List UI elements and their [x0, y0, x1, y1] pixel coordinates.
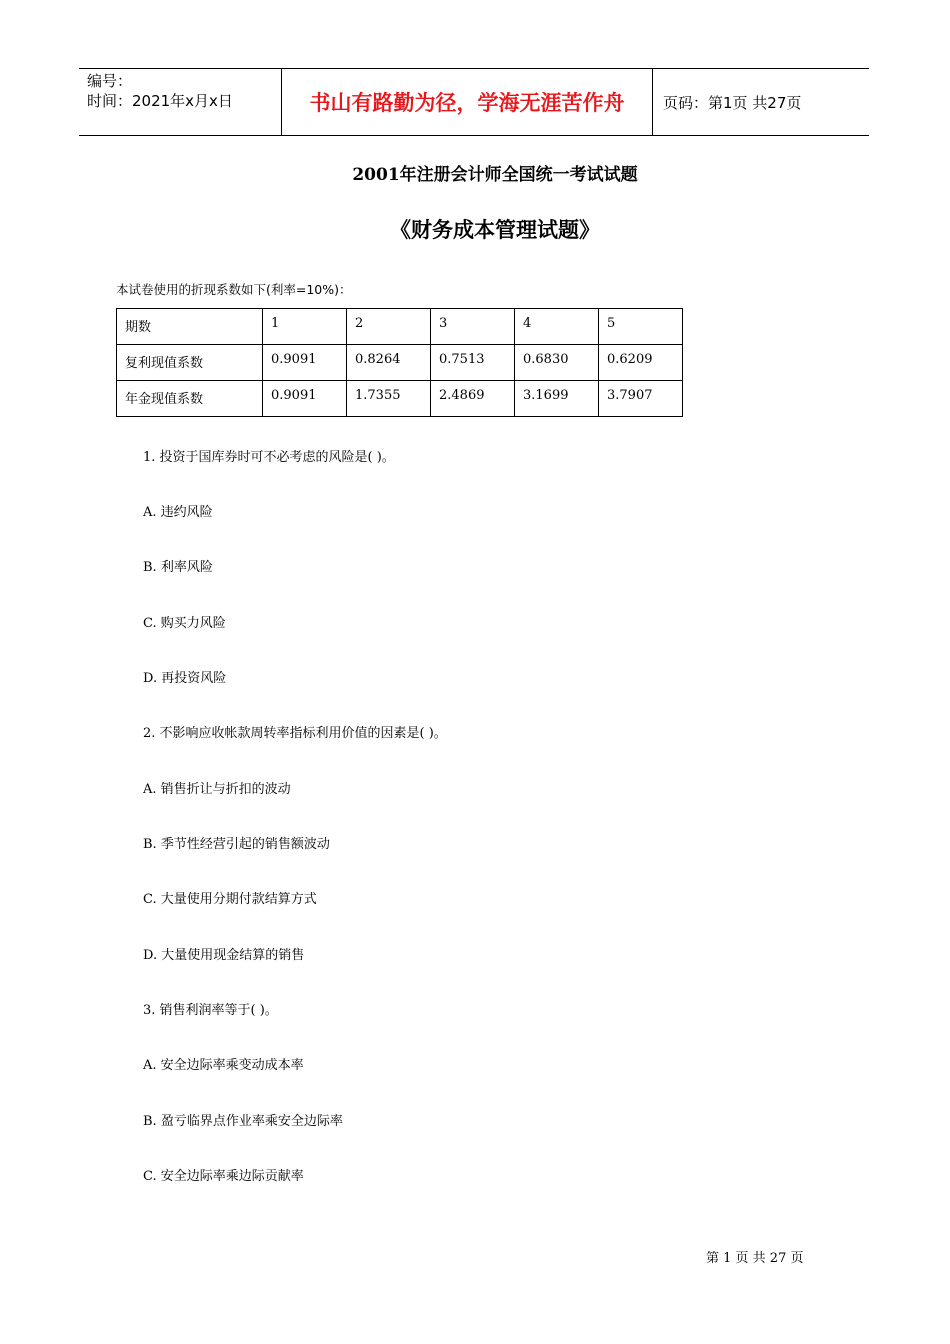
page-footer: 第 1 页 共 27 页 — [706, 1251, 804, 1266]
document-subtitle: 《财务成本管理试题》 — [390, 217, 600, 242]
number-label: 编号： — [87, 72, 133, 90]
option-line: C. 购买力风险 — [143, 616, 226, 631]
table-cell: 1 — [263, 309, 347, 345]
document-title: 2001年注册会计师全国统一考试试题 — [352, 165, 638, 185]
table-cell: 0.7513 — [431, 345, 515, 381]
date-label: 时间：2021年x月x日 — [87, 92, 233, 110]
header-motto: 书山有路勤为径，学海无涯苦作舟 — [281, 69, 653, 135]
table-cell: 3 — [431, 309, 515, 345]
table-cell: 0.8264 — [347, 345, 431, 381]
table-cell: 5 — [599, 309, 683, 345]
question-line: 3. 销售利润率等于( )。 — [143, 1003, 278, 1018]
option-line: A. 违约风险 — [143, 505, 213, 520]
table-cell: 0.9091 — [263, 381, 347, 417]
table-header-row — [117, 309, 683, 345]
header-page-info: 页码：第1页 共27页 — [663, 93, 802, 112]
option-line: D. 大量使用现金结算的销售 — [143, 948, 305, 963]
table-cell: 0.6830 — [515, 345, 599, 381]
option-line: B. 盈亏临界点作业率乘安全边际率 — [143, 1114, 343, 1129]
table-cell: 3.7907 — [599, 381, 683, 417]
option-line: A. 安全边际率乘变动成本率 — [143, 1058, 304, 1073]
table-cell: 0.6209 — [599, 345, 683, 381]
option-line: D. 再投资风险 — [143, 671, 227, 686]
option-line: C. 安全边际率乘边际贡献率 — [143, 1169, 304, 1184]
question-line: 1. 投资于国库券时可不必考虑的风险是( )。 — [143, 450, 395, 465]
option-line: A. 销售折让与折扣的波动 — [143, 782, 291, 797]
table-cell: 2 — [347, 309, 431, 345]
table-row — [117, 381, 683, 417]
table-cell: 2.4869 — [431, 381, 515, 417]
question-line: 2. 不影响应收帐款周转率指标利用价值的因素是( )。 — [143, 726, 447, 741]
table-row — [117, 345, 683, 381]
table-cell: 复利现值系数 — [117, 345, 263, 381]
table-cell: 期数 — [117, 309, 263, 345]
option-line: C. 大量使用分期付款结算方式 — [143, 892, 317, 907]
page-header — [79, 68, 869, 136]
table-cell: 0.9091 — [263, 345, 347, 381]
table-cell: 3.1699 — [515, 381, 599, 417]
option-line: B. 利率风险 — [143, 560, 213, 575]
table-cell: 1.7355 — [347, 381, 431, 417]
table-cell: 4 — [515, 309, 599, 345]
header-left-cell — [79, 69, 281, 135]
discount-intro: 本试卷使用的折现系数如下(利率=10%)： — [116, 282, 352, 297]
table-cell: 年金现值系数 — [117, 381, 263, 417]
discount-factor-table — [116, 308, 683, 417]
option-line: B. 季节性经营引起的销售额波动 — [143, 837, 330, 852]
